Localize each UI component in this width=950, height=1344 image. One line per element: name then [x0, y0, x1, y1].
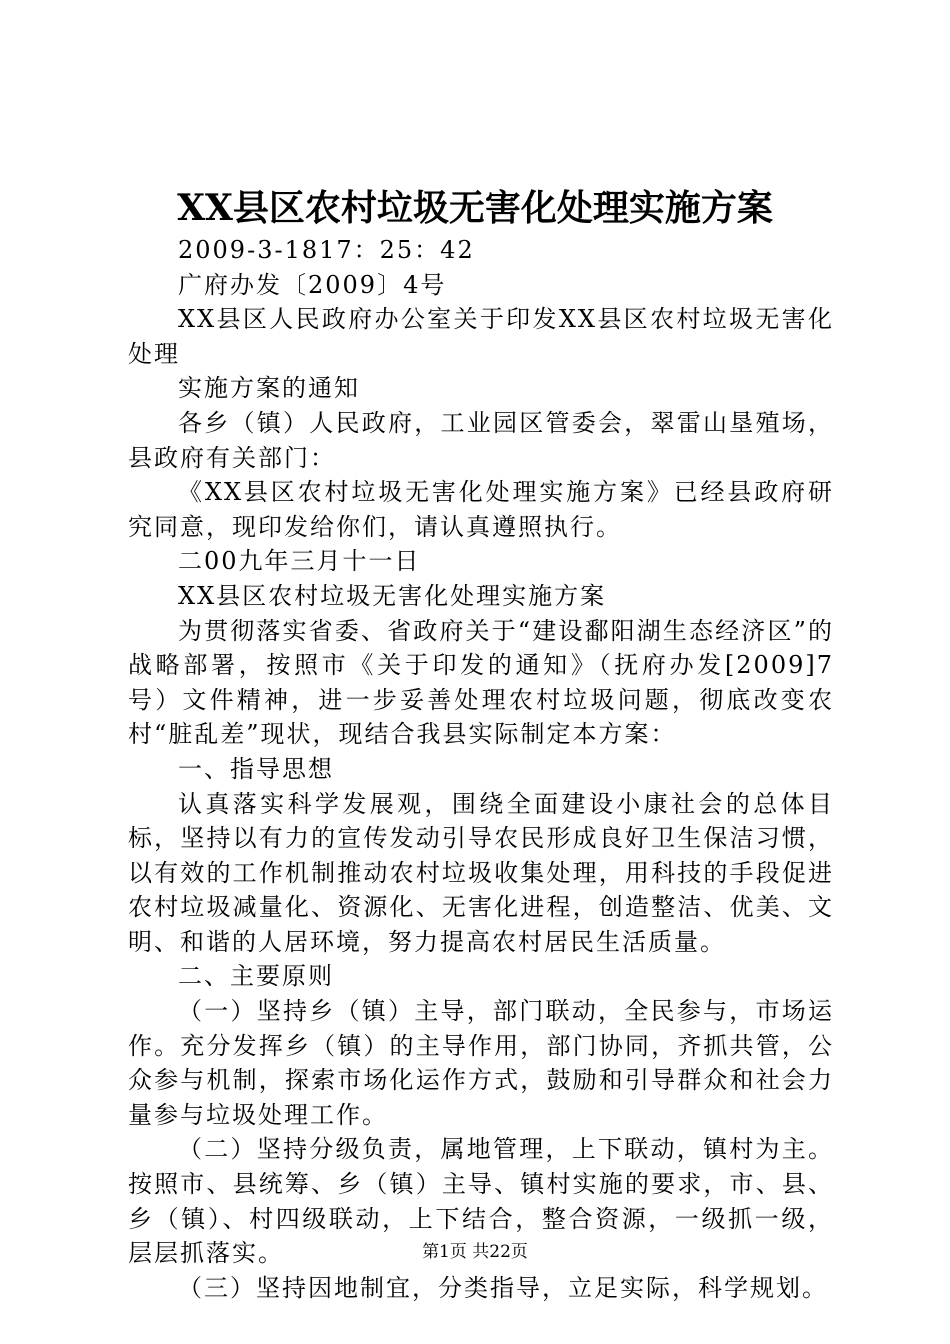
paragraph-plan-title: XX县区农村垃圾无害化处理实施方案 — [178, 581, 607, 610]
paragraph-intro: 为贯彻落实省委、省政府关于“建设鄱阳湖生态经济区”的战略部署，按照市《关于印发的通知》（抚府办发[2009]7号）文件精神，进一步妥善处理农村垃圾问题，彻底改变农村“脏乱差”现状，现结合我县实际制定本方案： — [128, 616, 834, 749]
document-title: XX县区农村垃圾无害化处理实施方案 — [177, 187, 773, 229]
paragraph-notice-body: 《XX县区农村垃圾无害化处理实施方案》已经县政府研究同意，现印发给你们，请认真遵照执行。 — [128, 478, 834, 541]
paragraph-principle-2: （二）坚持分级负责，属地管理，上下联动，镇村为主。按照市、县统筹、乡（镇）主导、镇村实施的要求，市、县、乡（镇）、村四级联动，上下结合，整合资源，一级抓一级，层层抓落实。 — [128, 1135, 834, 1268]
paragraph-principle-3: （三）坚持因地制宜，分类指导，立足实际，科学规划。 — [178, 1273, 828, 1302]
paragraph-notice-heading: XX县区人民政府办公室关于印发XX县区农村垃圾无害化处理 — [128, 305, 834, 368]
paragraph-notice-heading-cont: 实施方案的通知 — [178, 374, 360, 403]
page-footer: 第1页 共22页 — [422, 1242, 528, 1262]
paragraph-doc-number: 广府办发〔2009〕4号 — [178, 270, 447, 299]
paragraph-datetime: 2009-3-1817：25：42 — [178, 236, 475, 264]
paragraph-recipients: 各乡（镇）人民政府，工业园区管委会，翠雷山垦殖场，县政府有关部门： — [128, 408, 834, 472]
section-heading-1: 一、指导思想 — [178, 754, 334, 783]
paragraph-date: 二00九年三月十一日 — [178, 547, 421, 576]
paragraph-guiding-thought: 认真落实科学发展观，围绕全面建设小康社会的总体目标，坚持以有力的宣传发动引导农民形成良好卫生保洁习惯，以有效的工作机制推动农村垃圾收集处理，用科技的手段促进农村垃圾减量化、资源化、无害化进程，创造整洁、优美、文明、和谐的人居环境，努力提高农村居民生活质量。 — [128, 789, 834, 956]
document-body — [128, 233, 834, 1305]
paragraph-principle-1: （一）坚持乡（镇）主导，部门联动，全民参与，市场运作。充分发挥乡（镇）的主导作用，部门协同，齐抓共管，公众参与机制，探索市场化运作方式，鼓励和引导群众和社会力量参与垃圾处理工作。 — [128, 997, 834, 1129]
section-heading-2: 二、主要原则 — [178, 962, 334, 991]
